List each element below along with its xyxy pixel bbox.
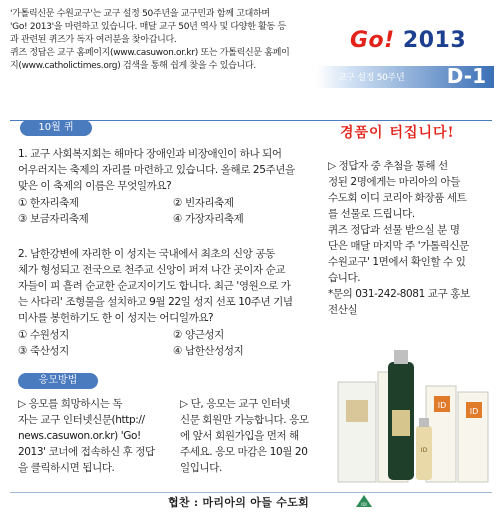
apply-line: 을 클릭하시면 됩니다. bbox=[18, 462, 115, 474]
intro-text bbox=[10, 8, 310, 73]
question-line: 체가 형성되고 전국으로 천주교 신앙이 퍼져 나간 곳이자 순교 bbox=[18, 264, 286, 276]
bottle-cap bbox=[419, 418, 429, 427]
sponsor-logo-icon bbox=[355, 493, 373, 509]
apply-instructions-right bbox=[180, 396, 320, 476]
bottle-cap bbox=[394, 350, 408, 364]
answer-option: ④ 남한산성성지 bbox=[173, 345, 244, 357]
answer-option: ③ 죽산성지 bbox=[18, 345, 69, 357]
question-line: 는 사다리' 조형물을 설치하고 9월 22일 성지 선포 10주년 기념 bbox=[18, 296, 293, 308]
answer-option: ② 양근성지 bbox=[173, 329, 224, 341]
apply-line: ▷ 단, 응모는 교구 인터넷 bbox=[180, 398, 291, 410]
gift-title: 경품이 터집니다! bbox=[340, 125, 455, 141]
gift-description bbox=[328, 158, 488, 318]
apply-line: 주세요. 응모 마감은 10월 20 bbox=[180, 446, 308, 458]
product-box-emblem bbox=[346, 400, 368, 422]
apply-line: 자는 교구 인터넷신문(http:// bbox=[18, 414, 145, 426]
apply-line: news.casuwon.or.kr) 'Go! bbox=[18, 430, 141, 442]
intro-line: 과 관련된 퀴즈가 독자 여러분을 찾아갑니다. bbox=[10, 35, 177, 45]
apply-line: 2013' 코너에 접속하신 후 정답 bbox=[18, 446, 155, 458]
answer-option: ② 빈자리축제 bbox=[173, 197, 234, 209]
quiz-section-label: 10월 퀴즈 bbox=[20, 120, 92, 136]
question-line: 2. 남한강변에 자리한 이 성지는 국내에서 최초의 신앙 공동 bbox=[18, 248, 275, 260]
answer-options bbox=[18, 327, 318, 359]
answer-option: ③ 보금자리축제 bbox=[18, 213, 89, 225]
gift-line: 단은 매달 마지막 주 '가톨릭신문 bbox=[328, 240, 469, 252]
apply-line: ▷ 응모를 희망하시는 독 bbox=[18, 398, 123, 410]
gift-line: 습니다. bbox=[328, 272, 361, 284]
apply-line: 일입니다. bbox=[180, 462, 222, 474]
answer-option: ④ 가장자리축제 bbox=[173, 213, 244, 225]
question-line: 어우러지는 축제의 자리를 마련하고 있습니다. 올해로 25주년을 bbox=[18, 164, 295, 176]
gift-line: *문의 031-242-8081 교구 홍보 bbox=[328, 288, 470, 300]
logo-go: Go! bbox=[350, 28, 395, 53]
intro-line: 지(www.catholictimes.org) 검색을 통해 쉽게 찾을 수 있습니다. bbox=[10, 61, 256, 71]
product-box bbox=[338, 382, 376, 482]
sponsor-credit: 협찬 : 마리아의 아들 수도회 bbox=[168, 496, 310, 509]
answer-option: ① 한자리축제 bbox=[18, 197, 79, 209]
apply-line: 신문 회원만 가능합니다. 응모 bbox=[180, 414, 309, 426]
header-subtitle: 교구 설정 50주년 bbox=[338, 73, 405, 83]
header-band bbox=[316, 66, 494, 88]
gift-line: 전산실 bbox=[328, 304, 358, 316]
product-label: ID bbox=[469, 407, 479, 416]
logo-text: IDI bbox=[361, 502, 367, 507]
logo-year: 2013 bbox=[402, 28, 467, 53]
product-label: ID bbox=[420, 447, 428, 454]
intro-line: 퀴즈 정답은 교구 홈페이지(www.casuwon.or.kr) 또는 가톨릭신문 홈페이 bbox=[10, 48, 290, 58]
product-label: ID bbox=[437, 401, 447, 410]
intro-line: '가톨릭신문 수원교구'는 교구 설정 50주년을 교구민과 함께 고대하며 bbox=[10, 9, 270, 19]
gift-line: 수원교구' 1면에서 확인할 수 있 bbox=[328, 256, 466, 268]
gift-line: 정된 2명에게는 마리아의 아들 bbox=[328, 176, 461, 188]
apply-section-label: 응모방법 bbox=[18, 373, 98, 389]
question-line: 자들이 피 흘려 순교한 순교지이기도 합니다. 최근 '영원으로 가 bbox=[18, 280, 291, 292]
bottle-label bbox=[392, 410, 410, 436]
footer-divider bbox=[10, 492, 492, 493]
gift-line: 를 선물로 드립니다. bbox=[328, 208, 415, 220]
apply-line: 에 앞서 회원가입을 먼저 해 bbox=[180, 430, 299, 442]
gift-line: 수도회 이디 코리아 화장품 세트 bbox=[328, 192, 467, 204]
quiz-question-1 bbox=[18, 146, 318, 227]
answer-option: ① 수원성지 bbox=[18, 329, 69, 341]
cosmetics-product-image bbox=[330, 340, 492, 490]
header-code: D-1 bbox=[446, 64, 486, 88]
gift-line: ▷ 정답자 중 추첨을 통해 선 bbox=[328, 160, 448, 172]
gift-line: 퀴즈 정답과 선물 받으실 분 명 bbox=[328, 224, 460, 236]
go-2013-logo bbox=[350, 28, 466, 53]
intro-line: 'Go! 2013'을 마련하고 있습니다. 매달 교구 50년 역사 및 다양한 활동 등 bbox=[10, 22, 286, 32]
question-line: 미사를 봉헌하기도 한 이 성지는 어디일까요? bbox=[18, 312, 214, 324]
quiz-question-2 bbox=[18, 246, 318, 359]
answer-options bbox=[18, 195, 318, 227]
question-line: 맞은 이 축제의 이름은 무엇일까요? bbox=[18, 180, 172, 192]
question-line: 1. 교구 사회복지회는 해마다 장애인과 비장애인이 하나 되어 bbox=[18, 148, 282, 160]
apply-instructions-left bbox=[18, 396, 168, 476]
